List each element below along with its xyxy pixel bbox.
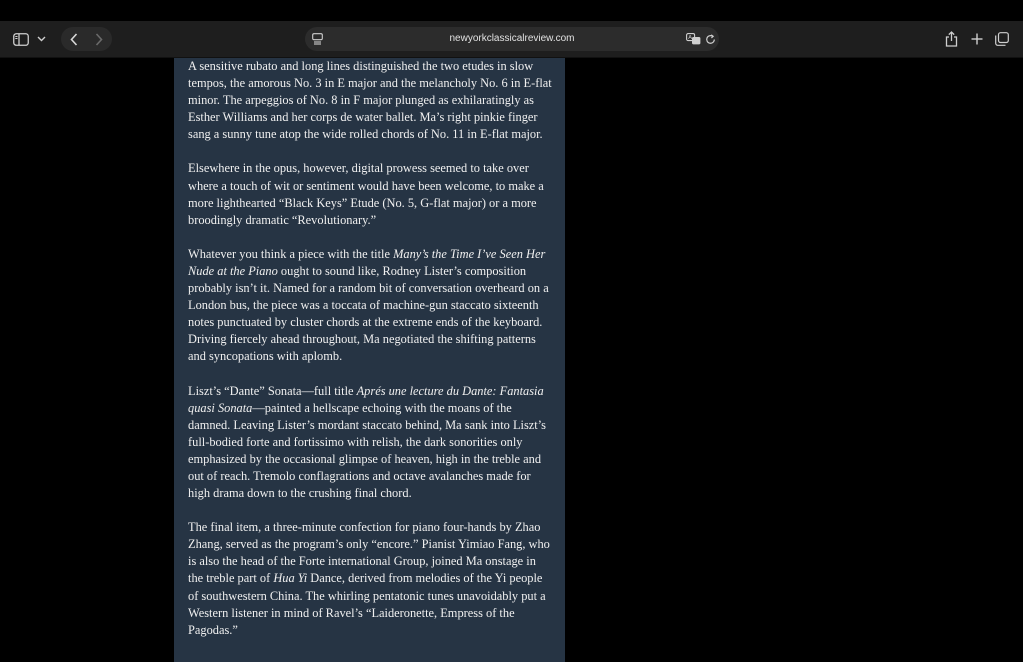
address-bar[interactable] [305,27,719,51]
svg-text:A: A [687,35,692,42]
translate-icon[interactable] [685,31,701,47]
piece-title-hua-yi: Hua Yi [273,571,308,586]
paragraph-5-text-b: Dance, derived from melodies of the Yi people of southwestern China. The whirling pentatonic tunes unavoidably put a Western listener in mind of Ravel’s “Laideronette, Empress of the Pagodas.” [188,571,546,637]
paragraph-1: A sensitive rubato and long lines distinguished the two etudes in slow tempos, the amorous No. 3 in E major and the melancholy No. 6 in E-flat minor. The arpeggios of No. 8 in F major plunged as exhilaratingly as Esther Williams and her corps de water ballet. Ma’s right pinkie finger sang a sunny tune atop the wide rolled chords of No. 11 in E-flat major. [188,59,552,142]
paragraph-3-text-b: ought to sound like, Rodney Lister’s composition probably isn’t it. Named for a random bit of conversation overheard on a London bus, the piece was a toccata of machine-gun staccato sixteenth notes punctuated by cluster chords at the extreme ends of the keyboard. Driving fiercely ahead throughout, Ma negotiated the shifting patterns and syncopations with aplomb. [188,263,549,364]
paragraph-3-text-a: Whatever you think a piece with the title [188,246,394,261]
url-text[interactable]: newyorkclassicalreview.com [449,33,575,44]
reload-icon[interactable] [702,31,718,47]
paragraph-4-text-a: Liszt’s “Dante” Sonata—full title [188,383,357,398]
chevron-left-icon[interactable] [65,30,83,48]
paragraph-2: Elsewhere in the opus, however, digital prowess seemed to take over where a touch of wit or sentiment would have been welcome, to make a more lighthearted “Black Keys” Etude (No. 5, G-flat major) or a more broodingly dramatic “Revolutionary.” [188,161,544,227]
share-icon[interactable] [942,30,960,48]
paragraph-4-text-b: —painted a hellscape echoing with the moans of the damned. Leaving Lister’s mordant staccato behind, Ma sank into Liszt’s full-bodied forte and fortissimo with relish, the dark sonorities only emphasized by the occasional glimpse of heaven, high in the treble and out of reach. Tremolo conflagrations and octave avalanches made for high drama down to the crushing final chord. [188,400,546,501]
browser-toolbar [0,21,1023,58]
sidebar-icon[interactable] [12,30,30,48]
paragraph-5-text-a: The final item, a three-minute confection for piano four-hands by Zhao Zhang, served as the program’s only “encore.” Pianist Yimiao Fang, who is also the head of the Forte international Group, joined Ma onstage in the treble part of [188,520,550,586]
chevron-down-icon[interactable] [35,32,47,46]
piece-title-lister: Many’s the Time I’ve Seen Her Nude at the Piano [188,246,546,278]
chevron-right-icon[interactable] [90,30,108,48]
plus-icon[interactable] [968,30,986,48]
paragraph-5 [188,519,554,639]
piece-title-liszt: Aprés une lecture du Dante: Fantasia quasi Sonata [188,383,544,415]
paragraph-3 [188,246,554,366]
tabs-overview-icon[interactable] [993,30,1011,48]
article-body [188,58,554,656]
screen-top-bar [0,0,1023,21]
paragraph-4 [188,383,554,503]
